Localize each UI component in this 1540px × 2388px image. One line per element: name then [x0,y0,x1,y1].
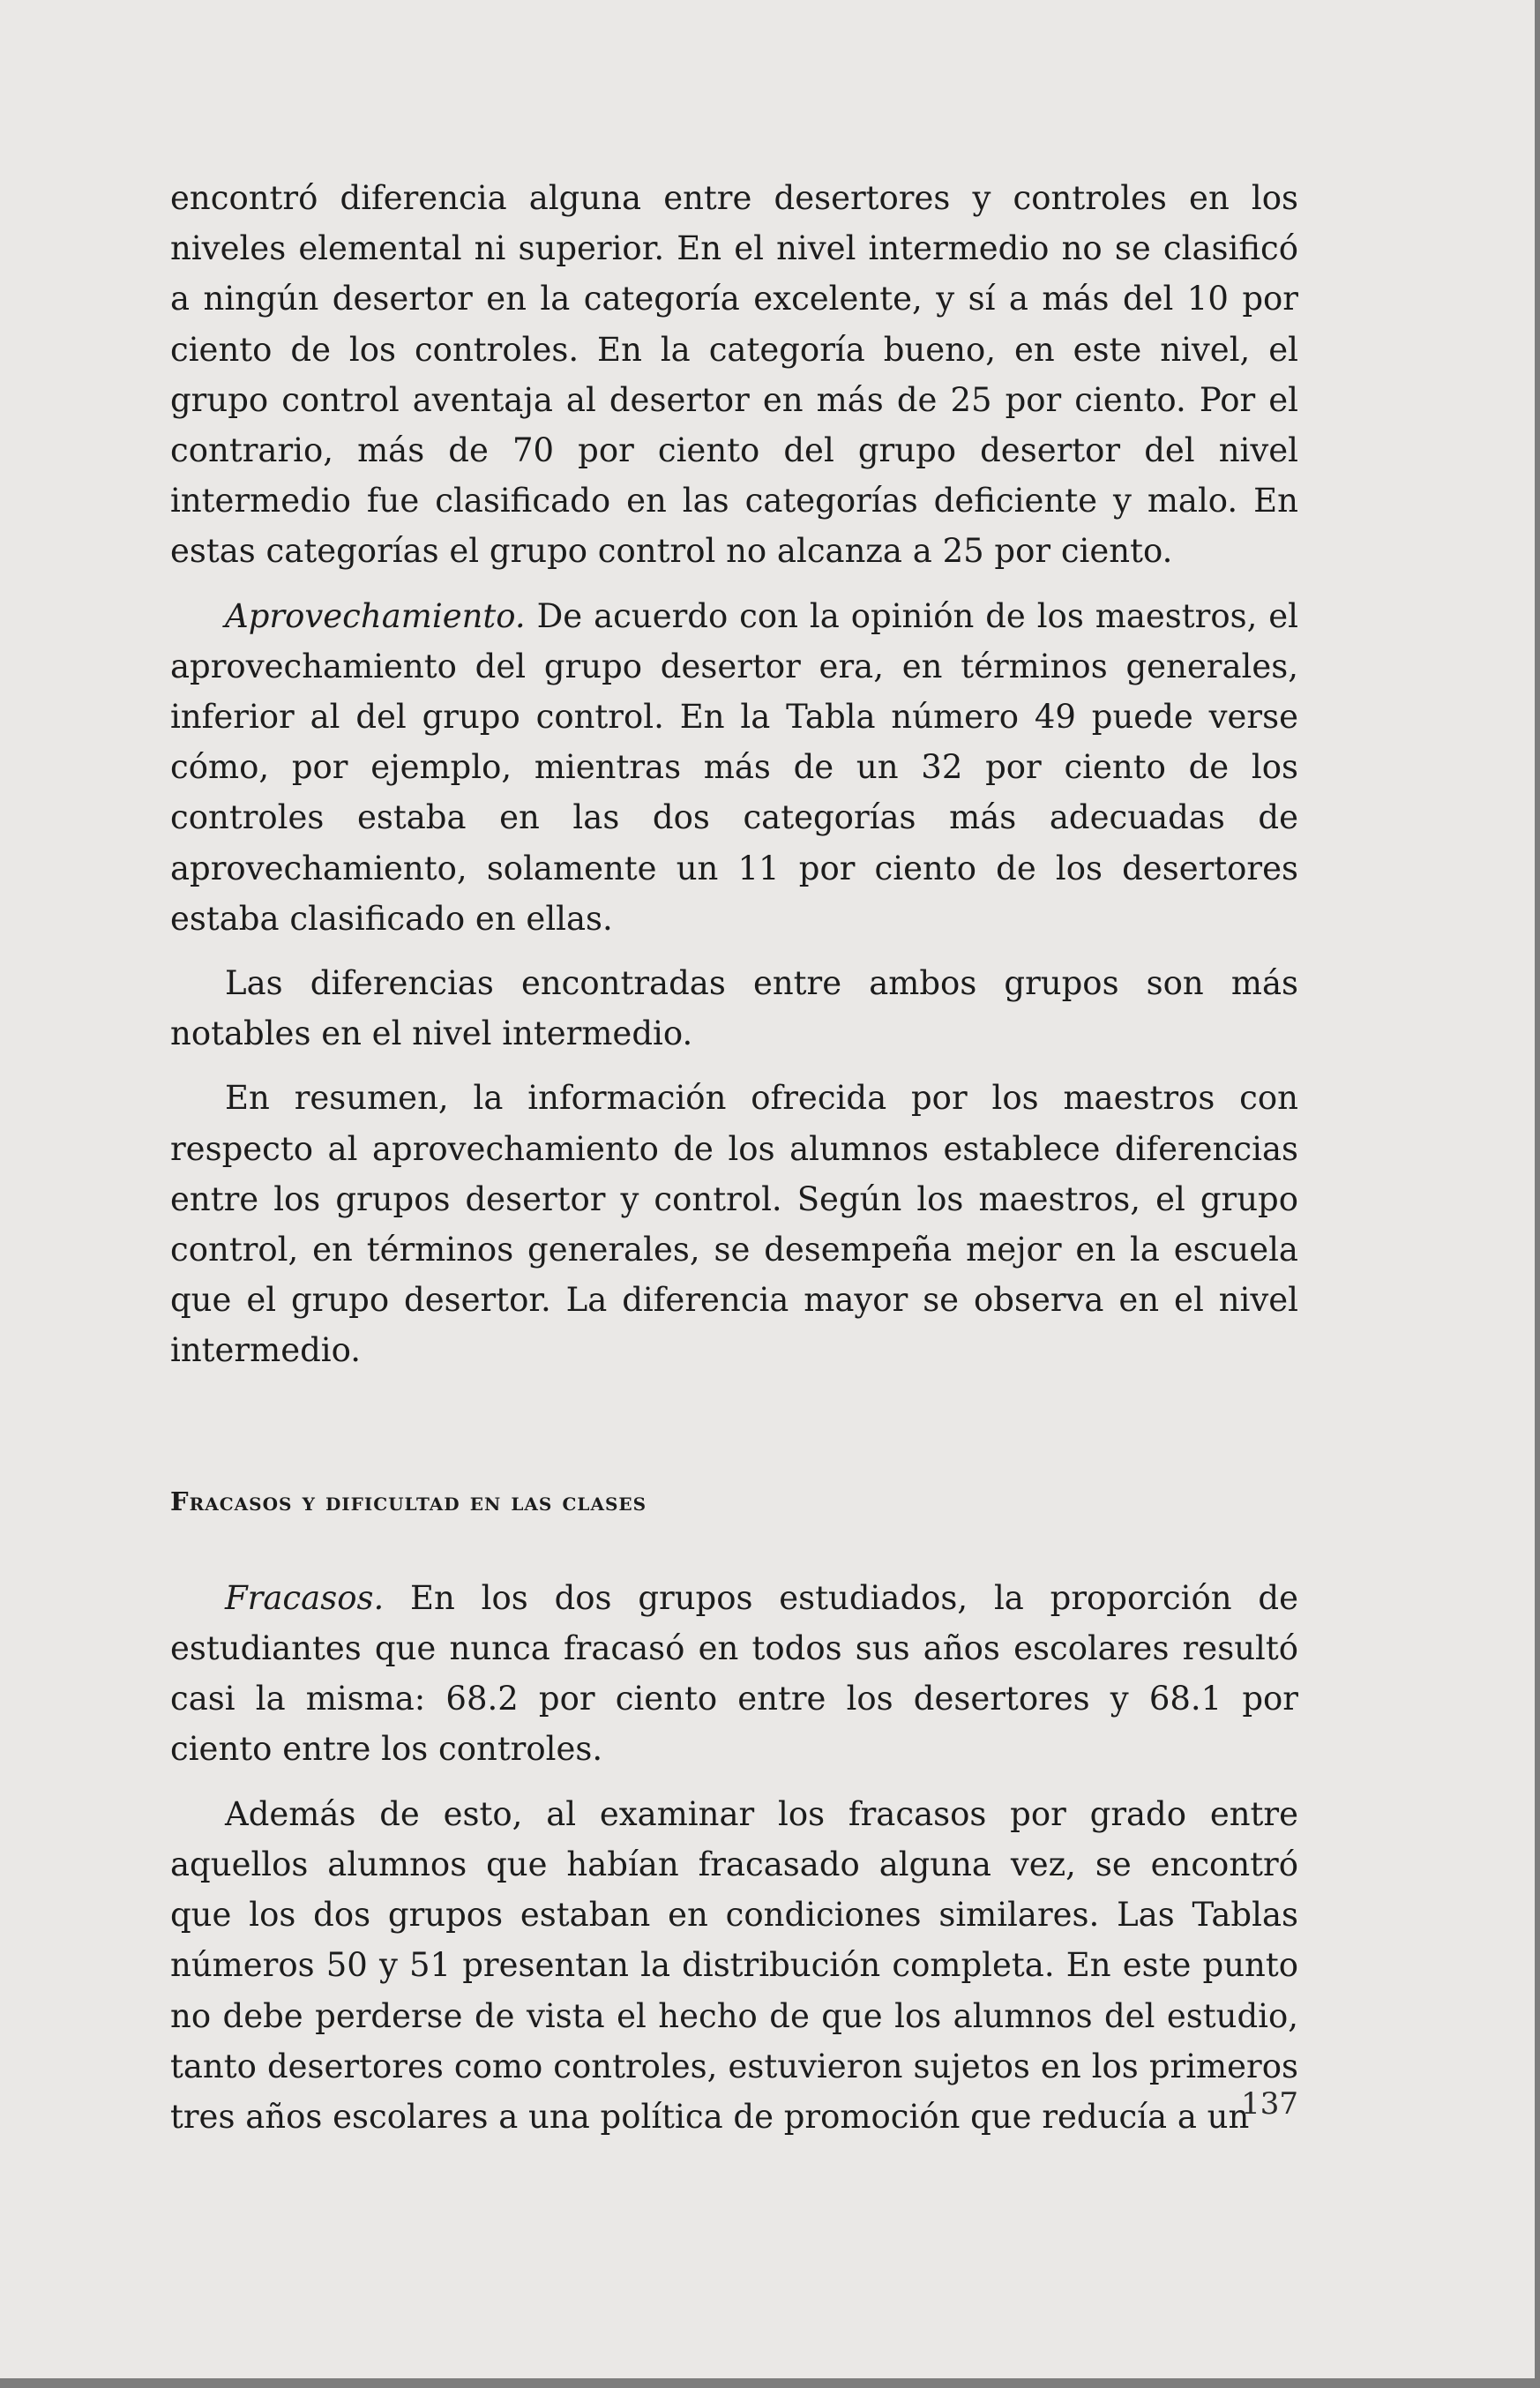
paragraph-6-text: Además de esto, al examinar los fracasos por grado entre aquellos alumnos que habían fracasado alguna vez, se encontró que los dos grupos estaban en condiciones similares. Las Tablas números 50 y 51 presentan la distribución completa. En este punto no debe perderse de vista el hecho de que los alumnos del estudio, tanto desertores como controles, estuvieron sujetos en los primeros tres años escolares a una política de promoción que reducía a un [170,1794,1298,2136]
paragraph-4-text: En resumen, la información ofrecida por los maestros con respecto al aprovechamiento de los alumnos establece diferencias entre los grupos desertor y control. Según los maestros, el grupo control, en términos generales, se desempeña mejor en la escuela que el grupo desertor. La diferencia mayor se observa en el nivel intermedio. [170,1079,1298,1370]
paragraph-5-lead: Fracasos. [225,1578,385,1617]
paragraph-5-text: En los dos grupos estudiados, la proporción de estudiantes que nunca fracasó en todos sus años escolares resultó casi la misma: 68.2 por ciento entre los desertores y 68.1 por ciento entre los controles. [170,1578,1298,1769]
paragraph-2-text: De acuerdo con la opinión de los maestros, el aprovechamiento del grupo desertor era, en términos generales, inferior al del grupo control. En la Tabla número 49 puede verse cómo, por ejemplo, mientras más de un 32 por ciento de los controles estaba en las dos categorías más adecuadas de aprovechamiento, solamente un 11 por ciento de los desertores estaba clasificado en ellas. [170,596,1298,938]
paragraph-2 [170,591,1298,944]
paragraph-4 [170,1073,1298,1375]
paragraph-3 [170,958,1298,1059]
page-number: 137 [1241,2086,1298,2122]
paragraph-6 [170,1789,1298,2142]
paragraph-3-text: Las diferencias encontradas entre ambos grupos son más notables en el nivel intermedio. [170,964,1298,1053]
paragraph-2-lead: Aprovechamiento. [225,596,526,635]
paragraph-1-text: encontró diferencia alguna entre desertores y controles en los niveles elemental ni superior. En el nivel intermedio no se clasificó a ningún desertor en la categoría excelente, y sí a más del 10 por ciento de los controles. En la categoría bueno, en este nivel, el grupo control aventaja al desertor en más de 25 por ciento. Por el contrario, más de 70 por ciento del grupo desertor del nivel intermedio fue clasificado en las categorías deficiente y malo. En estas categorías el grupo control no alcanza a 25 por ciento. [170,179,1298,571]
paragraph-1 [170,173,1298,577]
paragraph-5 [170,1573,1298,1775]
page-body [170,173,1298,2142]
section-heading: Fracasos y dificultad en las clases [170,1486,647,1516]
